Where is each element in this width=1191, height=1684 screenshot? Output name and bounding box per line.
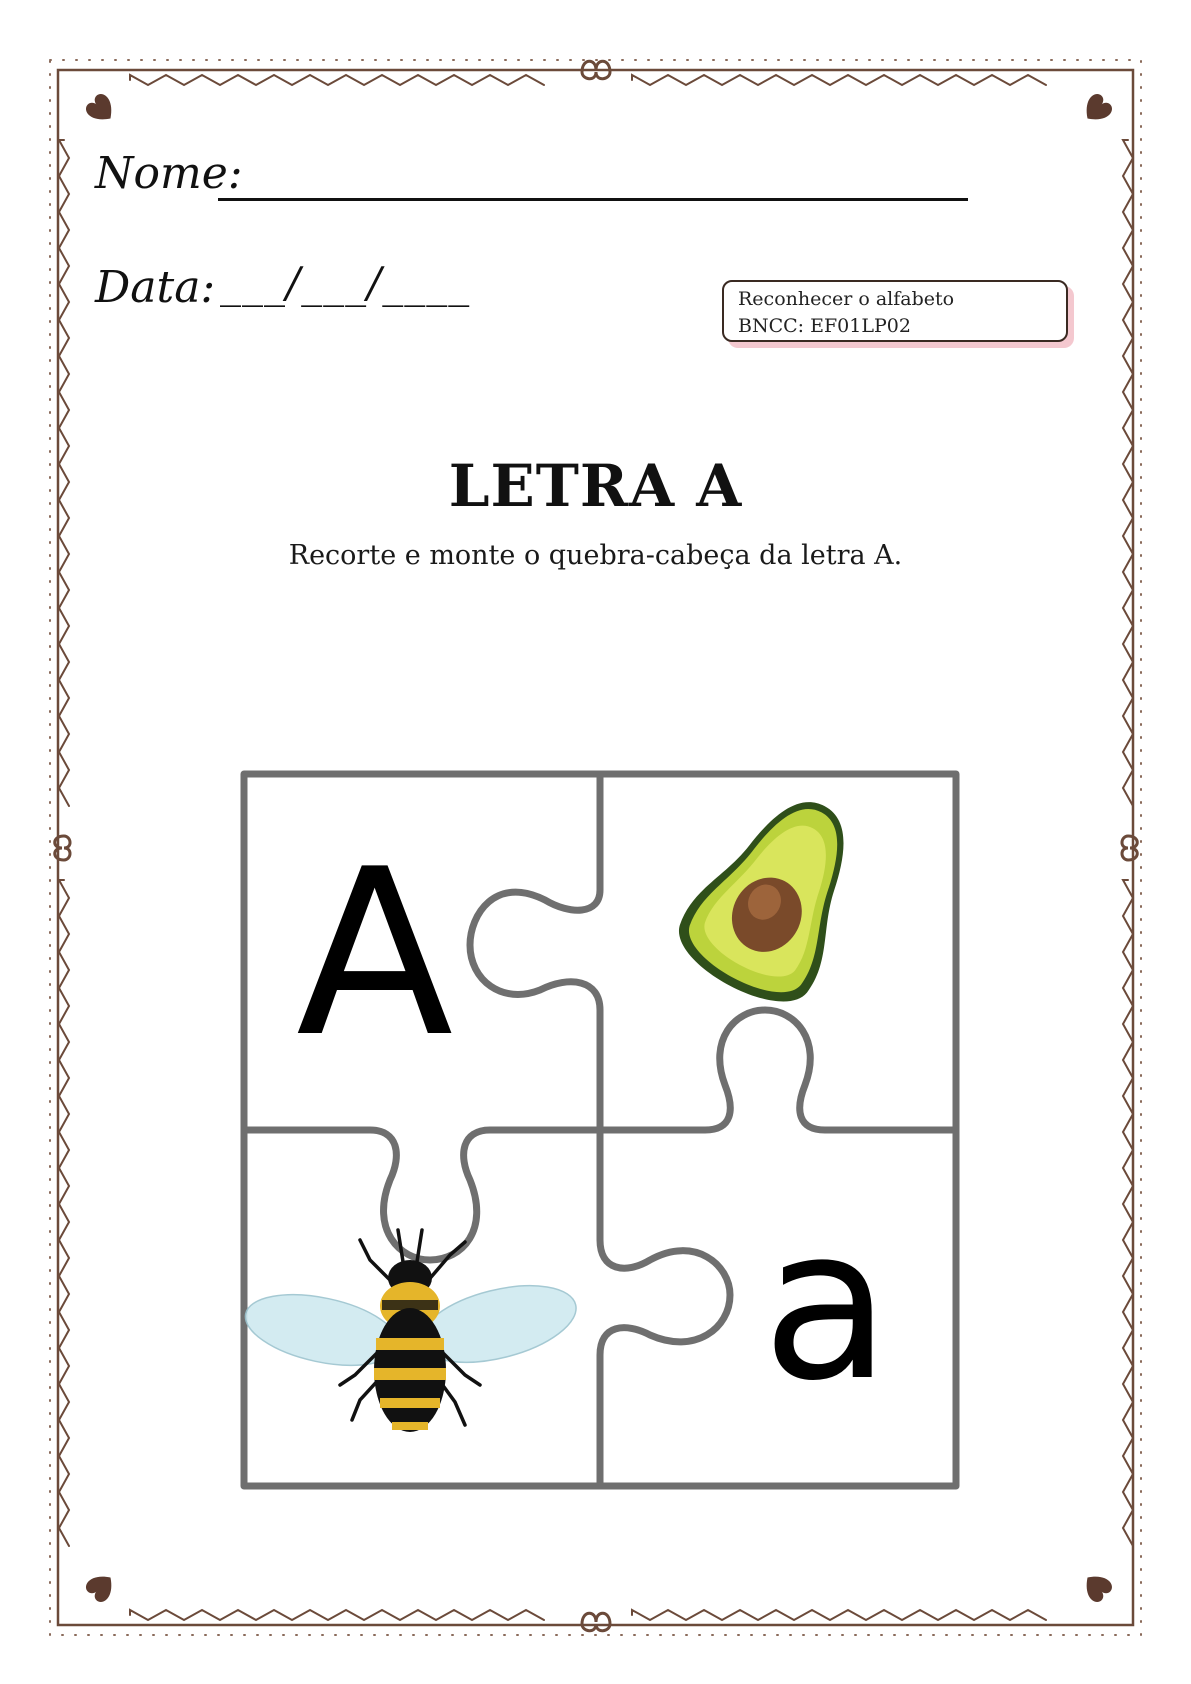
bee-illustration-icon <box>240 1230 584 1432</box>
skill-objective-text: Reconhecer o alfabeto <box>738 288 955 310</box>
date-label: Data: <box>95 262 216 313</box>
instruction-text: Recorte e monte o quebra-cabeça da letra A. <box>288 540 903 571</box>
border-vine-pattern <box>1123 880 1133 1546</box>
border-vine-pattern <box>632 1610 1046 1620</box>
date-input-blanks[interactable]: ___/___/____ <box>220 258 471 307</box>
name-input-line[interactable] <box>218 198 968 201</box>
ornament-bottom-icon <box>582 1613 610 1631</box>
ornament-left-icon <box>55 836 70 860</box>
border-vine-pattern <box>130 1610 544 1620</box>
border-vine-pattern <box>632 75 1046 85</box>
page-title: LETRA A <box>448 452 743 520</box>
name-label: Nome: <box>95 148 243 199</box>
avocado-illustration-icon <box>665 772 889 1020</box>
puzzle-seam-top-vertical <box>470 774 600 1130</box>
border-vine-pattern <box>59 880 69 1546</box>
ornament-right-icon <box>1122 836 1137 860</box>
corner-heart-icon <box>1078 1568 1114 1604</box>
puzzle-seam-bottom-vertical <box>600 1130 730 1486</box>
border-vine-pattern <box>130 75 544 85</box>
corner-heart-icon <box>1078 91 1114 127</box>
puzzle-seam-right-horizontal <box>600 1010 956 1130</box>
corner-heart-icon <box>83 1568 119 1604</box>
skill-objective-box <box>722 280 1068 342</box>
bncc-code-text: BNCC: EF01LP02 <box>738 315 911 337</box>
puzzle-letter-lowercase: a <box>762 1182 891 1427</box>
puzzle-letter-uppercase: A <box>296 821 454 1088</box>
corner-heart-icon <box>83 91 119 127</box>
